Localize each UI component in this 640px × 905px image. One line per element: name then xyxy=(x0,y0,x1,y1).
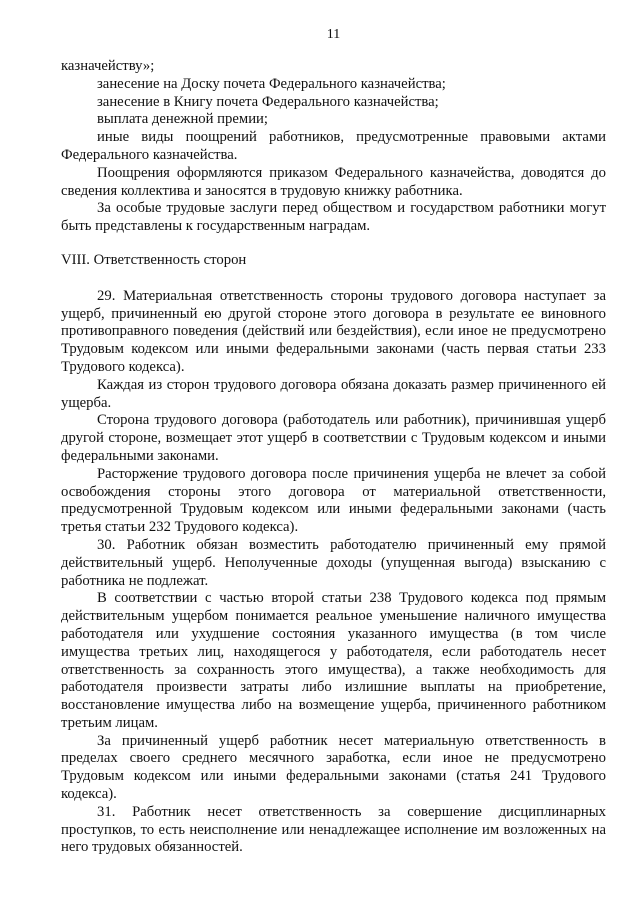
paragraph: Сторона трудового договора (работодатель или работник), причинившая ущерб другой стороне, возмещает этот ущерб в соответствии с Трудовым кодексом и иными федеральными законами. xyxy=(61,412,606,464)
section-title: VIII. Ответственность сторон xyxy=(61,251,247,268)
paragraph: иные виды поощрений работников, предусмотренные правовыми актами Федерального казначейства. xyxy=(61,129,606,163)
paragraph: занесение в Книгу почета Федерального казначейства; xyxy=(97,93,439,110)
document-body xyxy=(61,58,606,857)
paragraph: 30. Работник обязан возместить работодателю причиненный ему прямой действительный ущерб. Неполученные доходы (упущенная выгода) взысканию с работника не подлежат. xyxy=(61,536,606,589)
paragraph: За причиненный ущерб работник несет материальную ответственность в пределах своего среднего месячного заработка, если иное не предусмотрено Трудовым кодексом или иными федеральными законами (статья 241 Трудового кодекса). xyxy=(61,732,606,803)
paragraph: Каждая из сторон трудового договора обязана доказать размер причиненного ей ущерба. xyxy=(61,376,606,411)
paragraph: Поощрения оформляются приказом Федерального казначейства, доводятся до сведения коллектива и заносятся в трудовую книжку работника. xyxy=(61,164,606,199)
page-number: 11 xyxy=(326,27,341,42)
paragraph: выплата денежной премии; xyxy=(97,111,268,128)
paragraph: Расторжение трудового договора после причинения ущерба не влечет за собой освобождения стороны этого договора от материальной ответственности, предусмотренной Трудовым кодексом или иными федеральными законами (часть третья статьи 232 Трудового кодекса). xyxy=(61,465,606,536)
paragraph: В соответствии с частью второй статьи 238 Трудового кодекса под прямым действительным ущербом понимается реальное уменьшение наличного имущества работодателя или ухудшение состояния указанного имущества (в том числе имущества третьих лиц, находящегося у работодателя, если работодатель несет ответственность за сохранность этого имущества), а также необходимость для работодателя произвести затраты либо излишние выплаты на приобретение, восстановление имущества либо на возмещение ущерба, причиненного работником третьим лицам. xyxy=(61,590,606,731)
paragraph: За особые трудовые заслуги перед обществом и государством работники могут быть представлены к государственным наградам. xyxy=(61,200,606,235)
paragraph: 29. Материальная ответственность стороны трудового договора наступает за ущерб, причиненный ею другой стороне этого договора в результате ее виновного противоправного поведения (действий или бездействия), если иное не предусмотрено Трудовым кодексом или иными федеральными законами (часть первая статьи 233 Трудового кодекса). xyxy=(61,287,606,375)
paragraph: казначейству»; xyxy=(61,58,155,74)
paragraph: 31. Работник несет ответственность за совершение дисциплинарных проступков, то есть неисполнение или ненадлежащее исполнение им возложенных на него трудовых обязанностей. xyxy=(61,803,606,856)
paragraph: занесение на Доску почета Федерального казначейства; xyxy=(97,75,446,92)
